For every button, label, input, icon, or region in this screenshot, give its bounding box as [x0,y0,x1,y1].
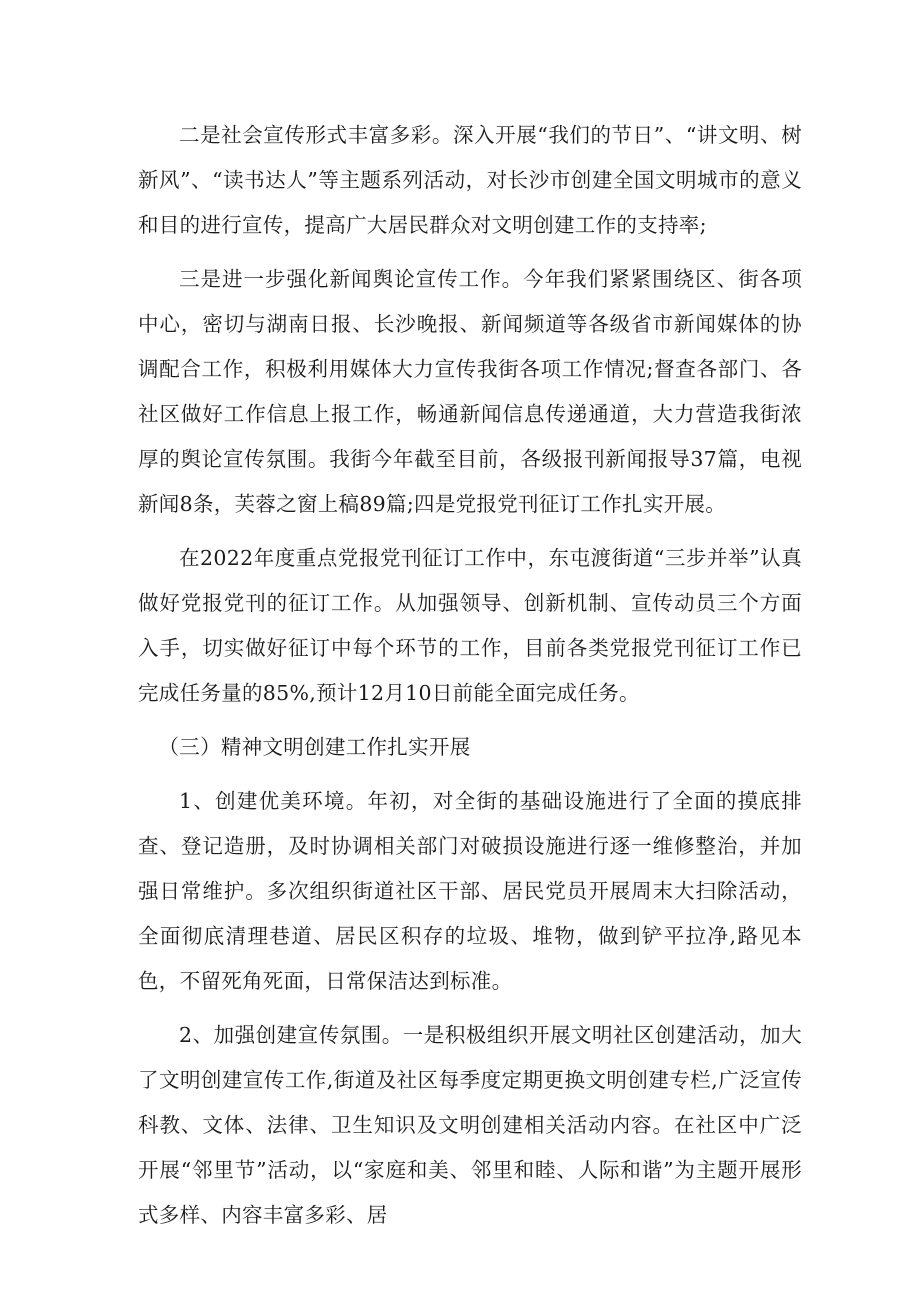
paragraph-social-publicity: 二是社会宣传形式丰富多彩。深入开展“我们的节日”、“讲文明、树新风”、“读书达人”等主题系列活动，对长沙市创建全国文明城市的意义和目的进行宣传，提高广大居民群众对文明创建工作的支持率; [138,123,802,237]
paragraph-party-subscription: 在2022年度重点党报党刊征订工作中，东屯渡街道“三步并举”认真做好党报党刊的征订工作。从加强领导、创新机制、宣传动员三个方面入手，切实做好征订中每个环节的工作，目前各类党报党刊征订工作已完成任务量的85%,预计12月10日前能全面完成任务。 [138,546,802,705]
paragraph-environment: 1、创建优美环境。年初，对全街的基础设施进行了全面的摸底排查、登记造册，及时协调相关部门对破损设施进行逐一维修整治，并加强日常维护。多次组织街道社区干部、居民党员开展周末大扫除活动，全面彻底清理巷道、居民区积存的垃圾、堆物，做到铲平拉净,路见本色，不留死角死面，日常保洁达到标准。 [138,789,802,993]
section-heading: （三）精神文明创建工作扎实开展 [158,735,471,759]
paragraph-atmosphere: 2、加强创建宣传氛围。一是积极组织开展文明社区创建活动，加大了文明创建宣传工作,街道及社区每季度定期更换文明创建专栏,广泛宣传科教、文体、法律、卫生知识及文明创建相关活动内容。在社区中广泛开展“邻里节”活动，以“家庭和美、邻里和睦、人际和谐”为主题开展形式多样、内容丰富多彩、居 [138,1023,802,1227]
paragraph-news-publicity: 三是进一步强化新闻舆论宣传工作。今年我们紧紧围绕区、街各项中心，密切与湖南日报、长沙晚报、新闻频道等各级省市新闻媒体的协调配合工作，积极利用媒体大力宣传我街各项工作情况;督查各部门、各社区做好工作信息上报工作，畅通新闻信息传递通道，大力营造我街浓厚的舆论宣传氛围。我街今年截至目前，各级报刊新闻报导37篇，电视新闻8条，芙蓉之窗上稿89篇;四是党报党刊征订工作扎实开展。 [138,267,802,516]
